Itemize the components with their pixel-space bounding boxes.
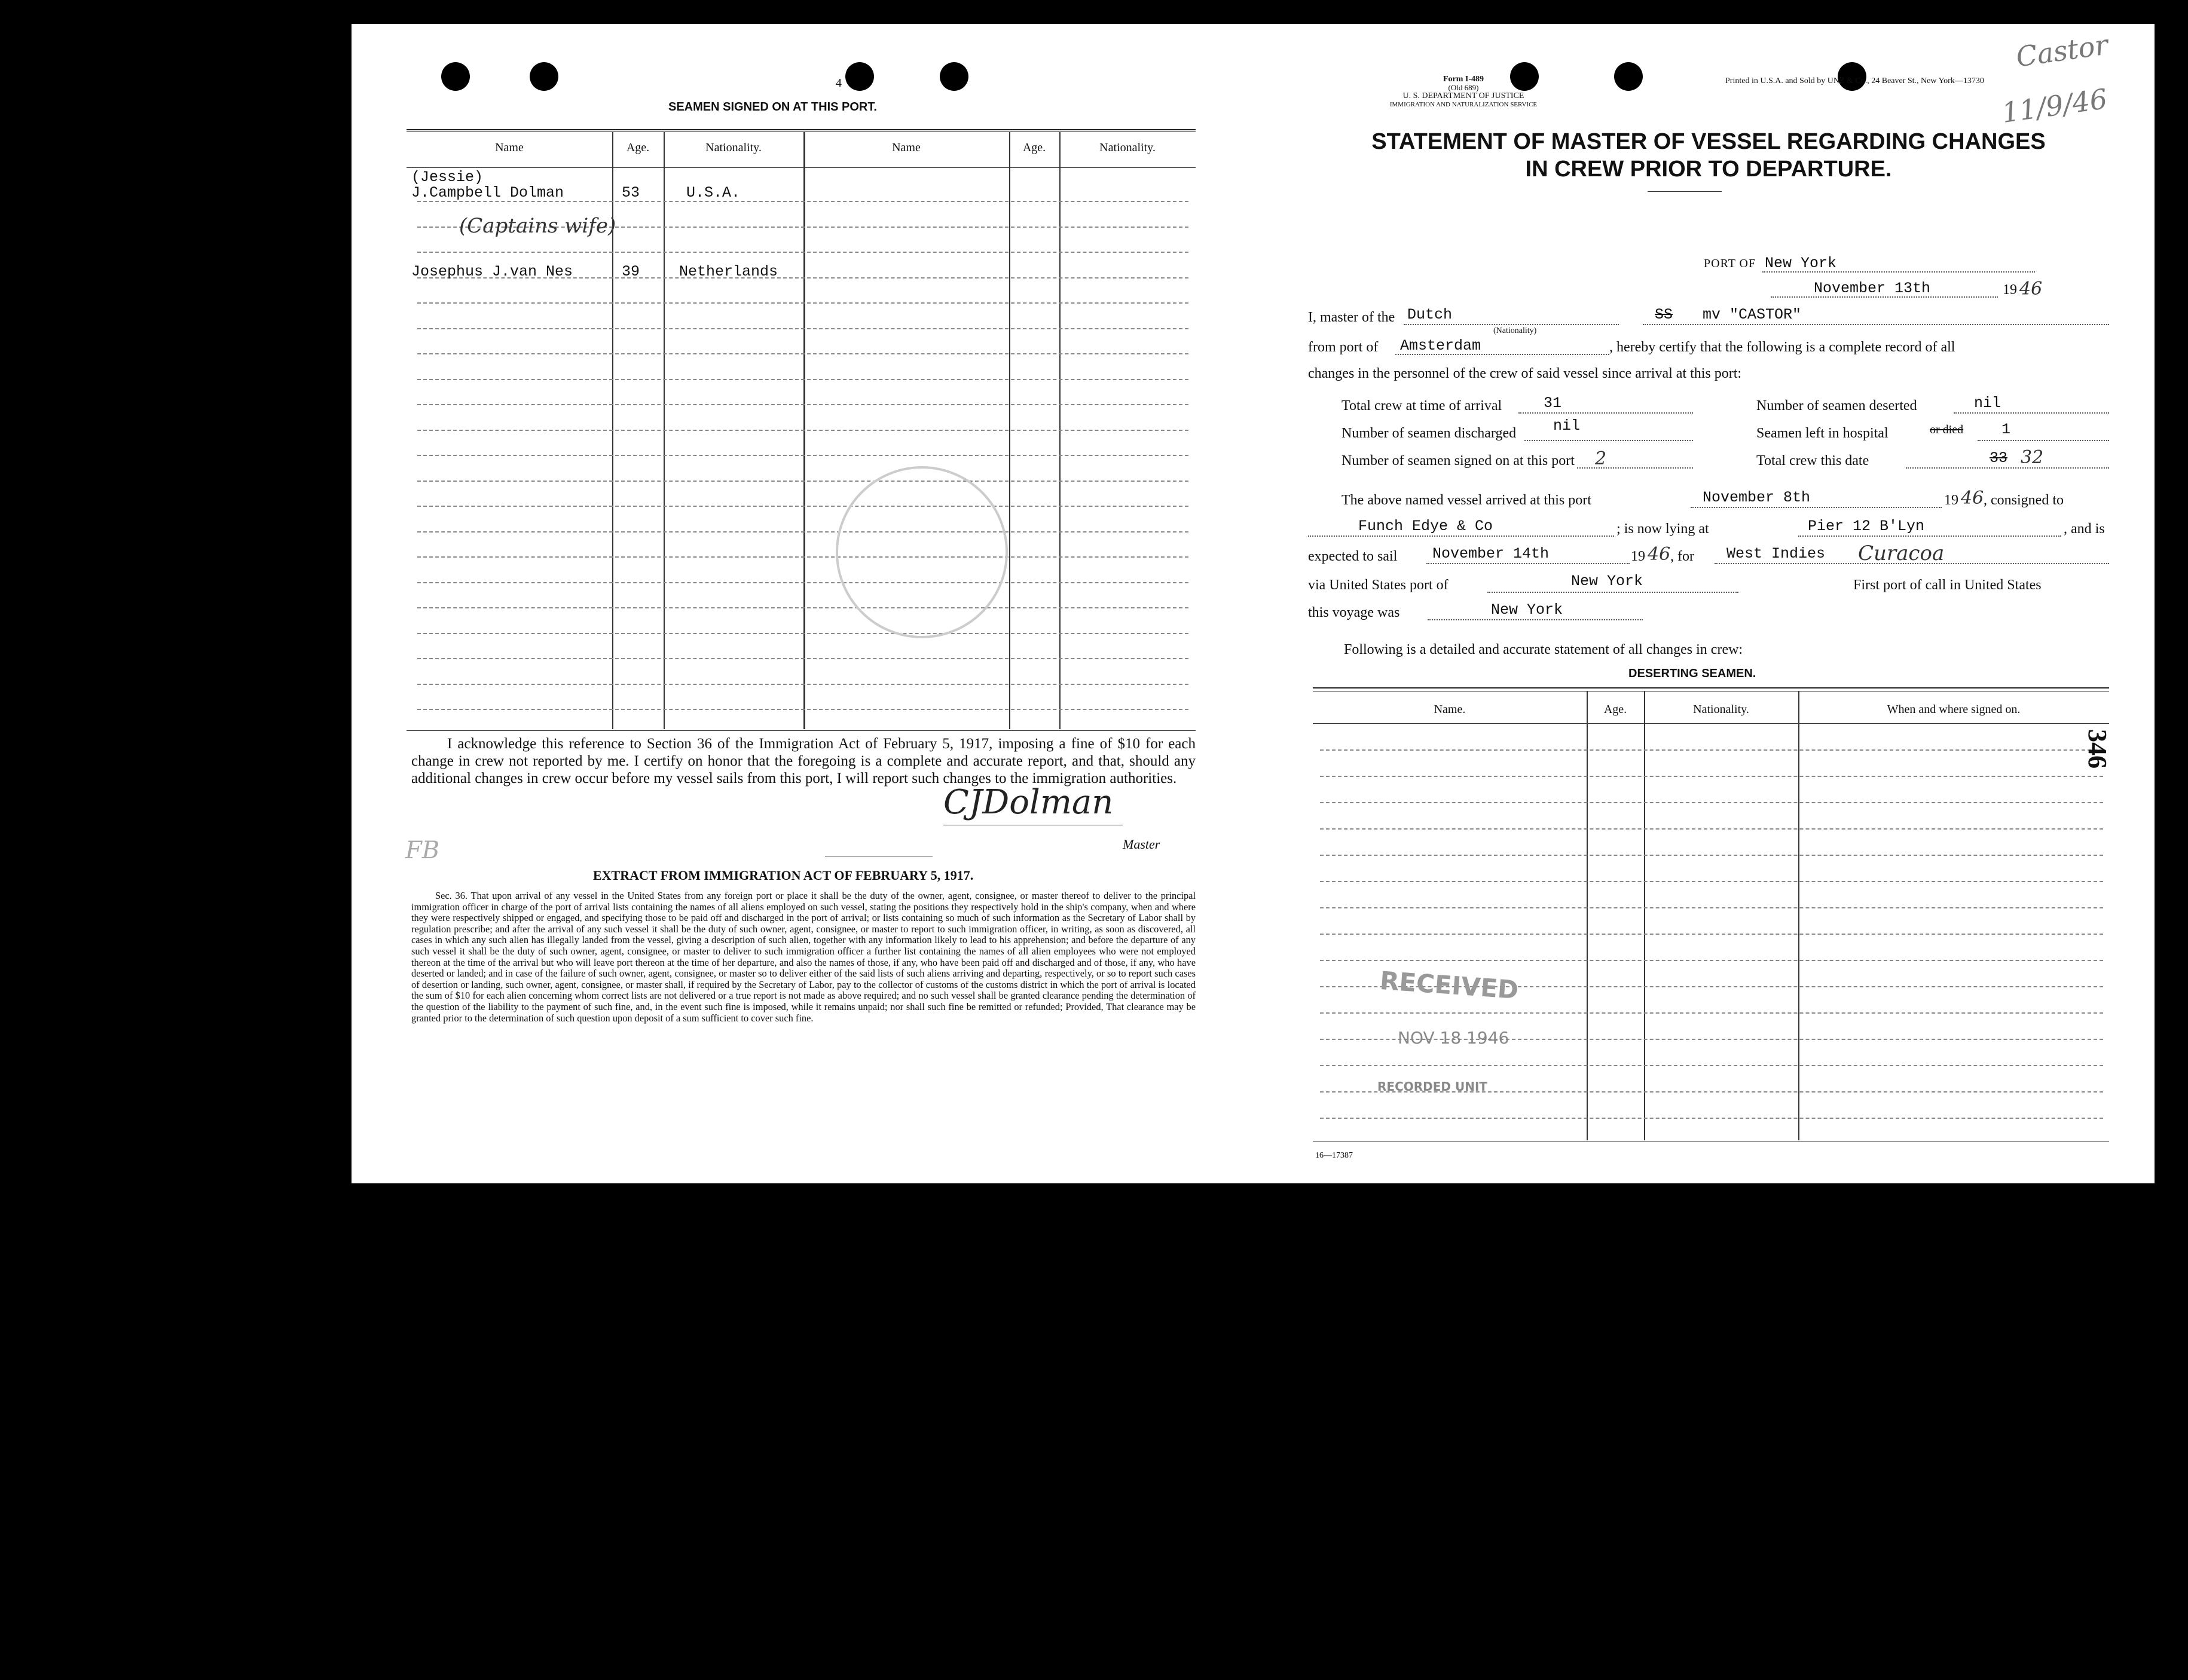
row-line: [1320, 855, 2103, 856]
punch-hole: [940, 62, 968, 91]
fill-line: [1426, 563, 1630, 564]
column-divider: [1798, 691, 1799, 1140]
nationality-caption: (Nationality): [1493, 326, 1537, 335]
entry-name: J.Campbell Dolman: [411, 184, 564, 201]
header-name: Name: [892, 141, 921, 154]
header-age: Age.: [626, 141, 650, 154]
deserting-title: DESERTING SEAMEN.: [1628, 667, 1756, 680]
deserted-value: nil: [1974, 394, 2001, 412]
from-port-label: from port of: [1308, 339, 1379, 355]
row-line: [1320, 776, 2103, 777]
acknowledgement-text: I acknowledge this reference to Section 36 of the Immigration Act of February 5, 1917, imposing a fine of $10 for each change in crew not reported by me. I certify on honor that the foregoing is a complete and accurate report, and that, should any additional changes in crew occur before my vessel sails from this port, I will report such changes to the immigration authorities.: [411, 736, 1196, 787]
arrived-year: 46: [1961, 488, 1984, 509]
certify-text-2: changes in the personnel of the crew of said vessel since arrival at this port:: [1308, 366, 1742, 381]
total-today-label: Total crew this date: [1756, 453, 1869, 469]
form-header: [1374, 75, 1553, 109]
hospital-value: 1: [2001, 421, 2011, 438]
left-section-title: SEAMEN SIGNED ON AT THIS PORT.: [668, 100, 877, 114]
vessel-nationality: Dutch: [1407, 306, 1453, 323]
entry-age: 53: [622, 184, 640, 201]
deserting-top-rule: [1313, 687, 2109, 688]
hospital-struck: or died: [1930, 423, 1964, 436]
column-divider: [1587, 691, 1588, 1140]
department: U. S. DEPARTMENT OF JUSTICE: [1402, 91, 1524, 100]
punch-hole: [530, 62, 558, 91]
year-prefix: 19: [2003, 282, 2017, 298]
lying-at: Pier 12 B'Lyn: [1808, 518, 1925, 535]
and-is: , and is: [2064, 521, 2105, 537]
punch-hole: [441, 62, 470, 91]
deserted-label: Number of seamen deserted: [1756, 398, 1917, 414]
destination-handwritten: Curacoa: [1858, 541, 1945, 565]
title-line-2: IN CREW PRIOR TO DEPARTURE.: [1525, 157, 1892, 182]
fill-line: [1577, 467, 1693, 469]
row-line: [417, 404, 1188, 405]
fill-line: [1762, 271, 2035, 273]
total-crew-arrival-label: Total crew at time of arrival: [1341, 398, 1502, 414]
hospital-label: Seamen left in hospital: [1756, 426, 1888, 441]
arrived-date: November 8th: [1703, 489, 1811, 506]
circular-stamp: [836, 466, 1008, 638]
table-bottom-rule: [407, 730, 1196, 731]
arrived-label: The above named vessel arrived at this port: [1341, 492, 1591, 508]
entry-note: (Captains wife): [459, 214, 616, 238]
destination: West Indies: [1726, 545, 1826, 562]
row-line: [417, 455, 1188, 456]
service: IMMIGRATION AND NATURALIZATION SERVICE: [1389, 101, 1538, 108]
first-call-label: First port of call in United States: [1853, 577, 2042, 593]
fill-line: [1308, 535, 1614, 537]
printer-line: Printed in U.S.A. and Sold by UNZ & Co., 24 Beaver St., New York—13730: [1725, 76, 1984, 85]
certify-text: , hereby certify that the following is a complete record of all: [1609, 339, 1955, 355]
row-line: [417, 252, 1188, 253]
sail-year: 46: [1648, 544, 1671, 565]
page-number: 4: [836, 76, 842, 90]
deserting-header-when-where: When and where signed on.: [1887, 703, 2021, 716]
punch-hole: [1614, 62, 1643, 91]
consigned-label: , consigned to: [1984, 492, 2064, 508]
total-crew-arrival: 31: [1544, 394, 1562, 412]
fill-line: [1643, 324, 2109, 325]
fill-line: [1978, 440, 2109, 441]
entry-name-alias: (Jessie): [411, 169, 484, 186]
header-name: Name: [495, 141, 524, 154]
row-line: [1320, 828, 2103, 830]
table-top-rule: [407, 129, 1196, 130]
recorded-stamp: RECORDED UNIT: [1377, 1079, 1488, 1094]
table-top-rule: [407, 131, 1196, 132]
struck-type: SS: [1655, 306, 1673, 323]
footer-code: 16—17387: [1315, 1151, 1353, 1160]
title-line-1: STATEMENT OF MASTER OF VESSEL REGARDING CHANGES: [1371, 129, 2046, 154]
received-date-stamp: NOV 18 1946: [1398, 1028, 1509, 1048]
extract-text: Sec. 36. That upon arrival of any vessel in the United States from any foreign port or place it shall be the duty of the owner, agent, consignee, or master thereof to deliver to the principal immigration officer in charge of the port of arrival lists containing the names of all aliens employed on such vessel, stating the positions they respectively hold in the ship's company, when and where they were respectively shipped or engaged, and specifying those to be paid off and discharged in the port of arrival; or lists containing so much of such information as the Secretary of Labor shall by regulation prescribe; and after the arrival of any such vessel it shall be the duty of such owner, agent, consignee, or master to report to such immigration officer, in writing, as soon as discovered, all cases in which any such alien has illegally landed from the vessel, giving a description of such alien, together with any information likely to lead to his apprehension; and before the departure of any such vessel it shall be the duty of such owner, agent, consignee, or master to deliver to such immigration officer a further list containing the names of all alien employees who were not employed thereon at the time of the arrival but who will leave port thereon at the time of her departure, and also the names of those, if any, who have been paid off and discharged and of those, if any, who have deserted or landed; and in case of the failure of such owner, agent, consignee, or master so to deliver either of the said lists of such aliens arriving and departing, respectively, or so to report such cases of desertion or landing, such owner, agent, consignee, or master shall, if required by the Secretary of Labor, pay to the collector of customs of the customs district in which the port of arrival is located the sum of $10 for each alien concerning whom correct lists are not delivered or a true report is not made as above required; and no such vessel shall be granted clearance pending the determination of the question of the liability to the payment of such fine, and, in the event such fine is imposed, while it remains unpaid; nor shall such fine be remitted or refunded; Provided, That clearance may be granted prior to the determination of such question upon deposit of a sum sufficient to cover such fine.: [411, 890, 1196, 1024]
fill-line: [1404, 324, 1619, 325]
for-label: , for: [1670, 549, 1694, 564]
consignee: Funch Edye & Co: [1358, 518, 1493, 535]
fill-line: [1771, 296, 1998, 298]
via-label: via United States port of: [1308, 577, 1449, 593]
table-header-rule: [407, 167, 1196, 168]
form-sheet: [352, 24, 2155, 1183]
port-label: PORT OF: [1704, 257, 1756, 270]
page-stamp-number: 346: [2083, 729, 2112, 769]
row-line: [1320, 1118, 2103, 1119]
header-nationality: Nationality.: [705, 141, 762, 154]
title-underline: [1648, 191, 1722, 192]
entry-name: Josephus J.van Nes: [411, 263, 573, 280]
row-line: [1320, 960, 2103, 961]
row-line: [417, 582, 1188, 583]
punch-hole: [845, 62, 874, 91]
deserting-header-age: Age.: [1603, 703, 1627, 716]
this-voyage-label: this voyage was: [1308, 605, 1400, 620]
port-value: New York: [1765, 255, 1837, 272]
row-line: [417, 607, 1188, 608]
from-port: Amsterdam: [1400, 337, 1481, 354]
master-label: I, master of the: [1308, 310, 1395, 325]
discharged-label: Number of seamen discharged: [1341, 426, 1517, 441]
extract-title: EXTRACT FROM IMMIGRATION ACT OF FEBRUARY 5, 1917.: [593, 868, 974, 883]
header-age: Age.: [1022, 141, 1046, 154]
entry-age: 39: [622, 263, 640, 280]
entry-nationality: Netherlands: [679, 263, 778, 280]
fill-line: [1906, 467, 2109, 469]
signed-on-value: 2: [1595, 448, 1607, 469]
row-line: [417, 353, 1188, 354]
fill-line: [1715, 563, 2109, 564]
first-call: New York: [1491, 601, 1563, 619]
deserting-header-nationality: Nationality.: [1693, 703, 1749, 716]
fill-line: [1395, 354, 1609, 355]
report-year: 46: [2019, 279, 2043, 299]
report-date: November 13th: [1814, 280, 1931, 297]
following-text: Following is a detailed and accurate statement of all changes in crew:: [1344, 642, 1743, 657]
year-prefix: 19: [1944, 492, 1958, 508]
fill-line: [1691, 507, 1942, 508]
via-port: New York: [1571, 573, 1643, 590]
row-line: [417, 481, 1188, 482]
row-line: [417, 684, 1188, 685]
signed-on-label: Number of seamen signed on at this port: [1341, 453, 1575, 469]
fill-line: [1518, 412, 1693, 414]
form-old: (Old 689): [1448, 83, 1479, 92]
row-line: [417, 658, 1188, 659]
row-line: [1320, 749, 2103, 751]
row-line: [1320, 881, 2103, 882]
initials: FB: [405, 837, 440, 864]
total-today-struck: 33: [1990, 449, 2008, 467]
column-divider: [1644, 691, 1645, 1140]
lying-label: ; is now lying at: [1616, 521, 1709, 537]
sail-date: November 14th: [1432, 545, 1550, 562]
margin-date: 11/9/46: [2000, 82, 2110, 130]
form-number: Form I-489: [1443, 75, 1484, 84]
row-line: [1320, 1065, 2103, 1066]
master-signature: CJDolman: [943, 783, 1114, 822]
row-line: [417, 506, 1188, 507]
row-line: [1320, 802, 2103, 803]
row-line: [417, 709, 1188, 710]
row-line: [417, 531, 1188, 533]
row-line: [417, 633, 1188, 634]
row-line: [417, 328, 1188, 329]
year-prefix: 19: [1631, 549, 1645, 564]
entry-nationality: U.S.A.: [686, 184, 741, 201]
fill-line: [1428, 619, 1643, 620]
row-line: [417, 379, 1188, 380]
expected-label: expected to sail: [1308, 549, 1398, 564]
row-line: [417, 556, 1188, 558]
fill-line: [1524, 440, 1693, 441]
deserting-header-name: Name.: [1434, 703, 1466, 716]
row-line: [417, 302, 1188, 304]
header-nationality: Nationality.: [1099, 141, 1156, 154]
margin-vessel-name: Castor: [2013, 28, 2110, 74]
fill-line: [1954, 412, 2109, 414]
discharged-value: nil: [1553, 417, 1581, 434]
total-today-value: 32: [2021, 447, 2044, 468]
row-line: [1320, 1012, 2103, 1014]
row-line: [1320, 934, 2103, 935]
received-stamp: RECEIVED: [1379, 965, 1520, 1005]
signature-label: Master: [1123, 837, 1160, 852]
vessel-name: mv "CASTOR": [1703, 306, 1802, 323]
fill-line: [1487, 592, 1738, 593]
row-line: [1320, 907, 2103, 908]
row-line: [417, 430, 1188, 431]
deserting-header-rule: [1313, 723, 2109, 724]
fill-line: [1798, 535, 2061, 537]
